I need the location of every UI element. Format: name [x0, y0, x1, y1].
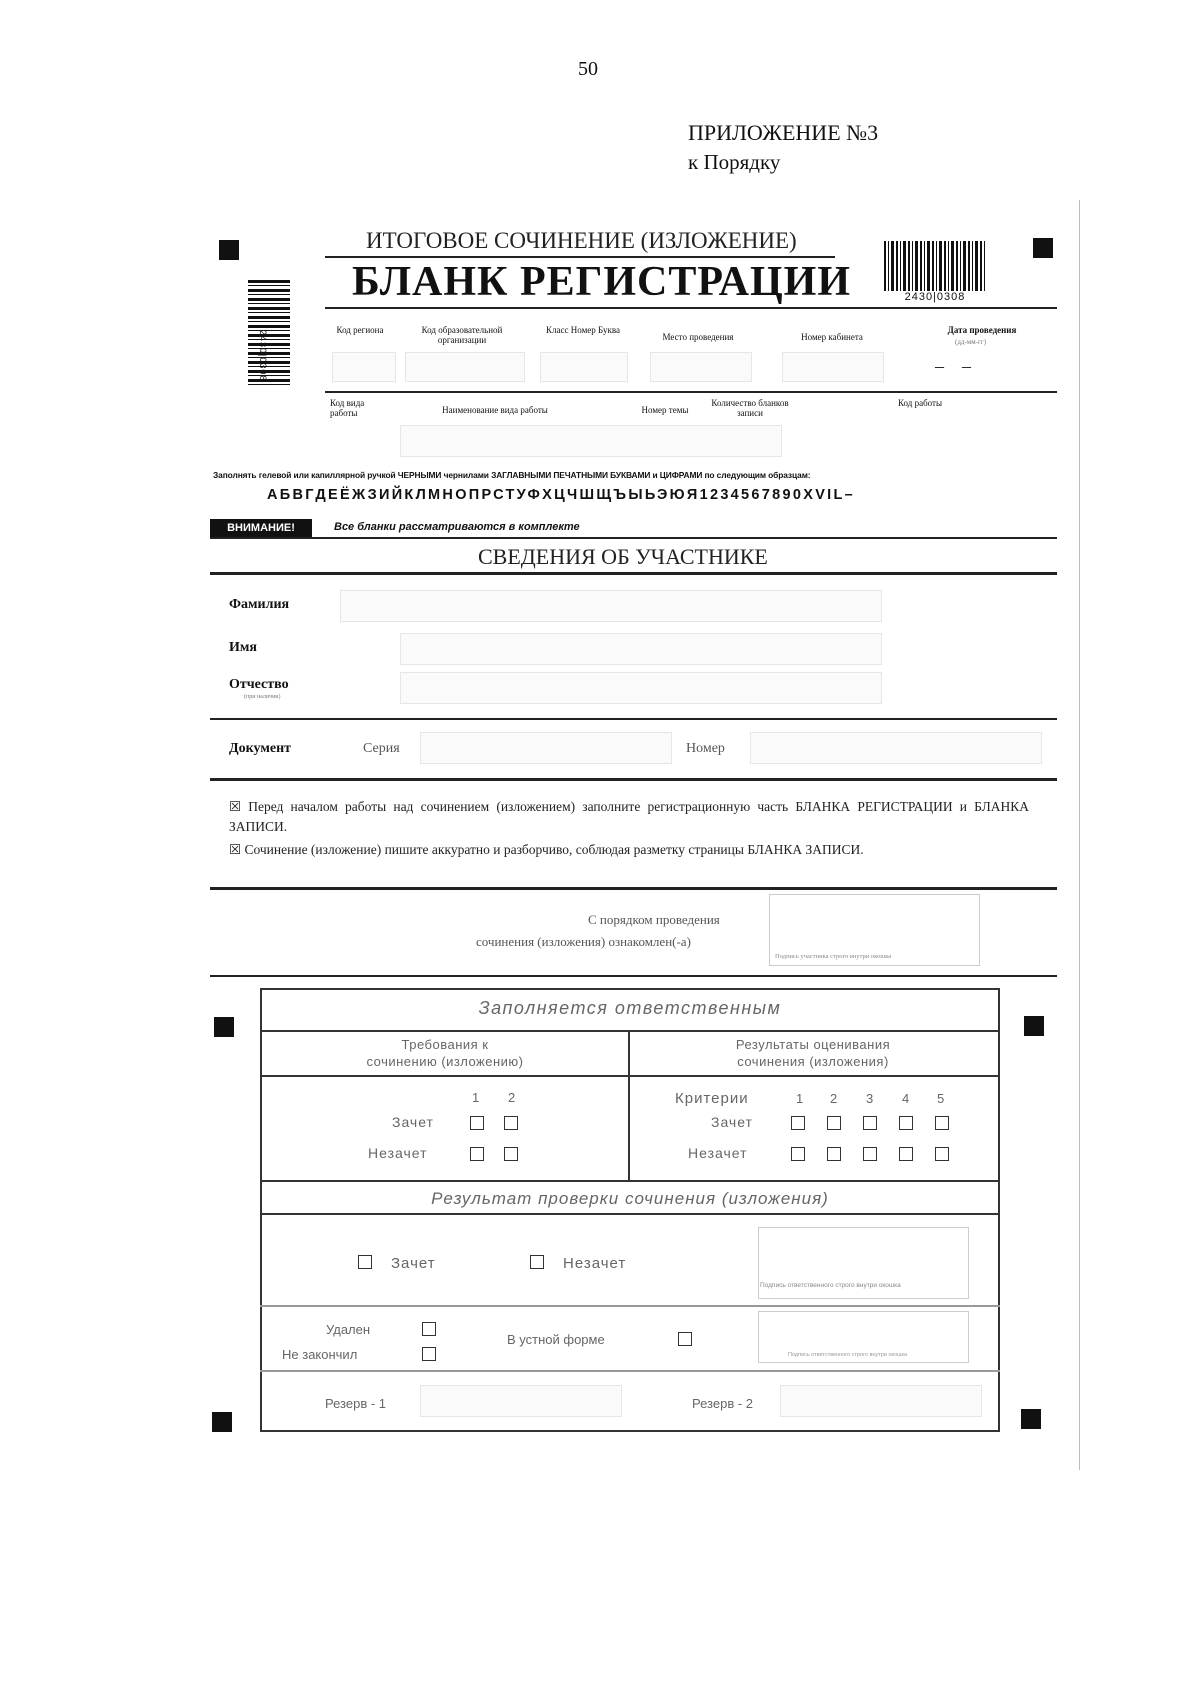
surname-cells[interactable]: [340, 590, 882, 622]
note-1: ☒ Перед началом работы над сочинением (изложением) заполните регистрационную часть БЛАНКА РЕГИСТРАЦИИ и БЛАНКА ЗАПИСИ.: [229, 799, 1029, 834]
page-number: 50: [578, 58, 598, 80]
participant-name-bottom-line: [210, 718, 1057, 720]
top-barcode-number: 2430|0308: [884, 291, 986, 303]
field-work-code: Код работы: [897, 398, 943, 408]
patronymic-hint: (при наличии): [244, 694, 281, 700]
criteria-number-2: 2: [830, 1091, 838, 1106]
criteria-number-4: 4: [902, 1091, 910, 1106]
check-result-title-line: [260, 1213, 1000, 1215]
responsible-title-line: [260, 1030, 1000, 1032]
field-venue: Место проведения: [662, 332, 734, 342]
responsible-title: Заполняется ответственным: [478, 998, 782, 1018]
attention-badge: ВНИМАНИЕ!: [210, 519, 312, 537]
org-code-cells[interactable]: [405, 352, 525, 382]
criteria-fail-label: Незачет: [688, 1145, 748, 1161]
document-bottom-line: [210, 778, 1057, 781]
criterion3-pass-checkbox[interactable]: [863, 1116, 877, 1130]
field-date-hint: (дд-мм-гг): [955, 338, 987, 346]
reserve-2-label: Резерв - 2: [692, 1396, 754, 1411]
fields-row1-bottom-line: [325, 391, 1057, 393]
marks-bottom-line: [260, 1370, 1000, 1372]
requirement-number-1: 1: [472, 1090, 480, 1105]
check-result-bottom-line: [260, 1305, 1000, 1307]
patronymic-label: Отчество: [229, 677, 289, 692]
attention-text: Все бланки рассматриваются в комплекте: [334, 521, 580, 533]
venue-cells[interactable]: [650, 352, 752, 382]
field-sheet-count: Количество бланков записи: [711, 398, 789, 418]
not-finished-label: Не закончил: [282, 1347, 358, 1362]
marker-bottom-right: [1021, 1409, 1041, 1429]
surname-label: Фамилия: [229, 597, 290, 612]
criteria-pass-label: Зачет: [711, 1114, 753, 1130]
appendix-title: ПРИЛОЖЕНИЕ №3: [688, 120, 879, 145]
participant-title-line: [210, 572, 1057, 575]
field-region-code: Код региона: [336, 325, 384, 335]
field-org-code: Код образовательной организации: [421, 325, 503, 345]
field-work-type-name: Наименование вида работы: [442, 405, 548, 415]
date-separators: – –: [935, 356, 971, 376]
notes-bottom-line: [210, 887, 1057, 890]
side-barcode-number: 2430|0308: [258, 330, 268, 382]
name-cells[interactable]: [400, 633, 882, 665]
req2-pass-checkbox[interactable]: [504, 1116, 518, 1130]
criteria-number-5: 5: [937, 1091, 945, 1106]
criteria-number-1: 1: [796, 1091, 804, 1106]
field-work-type-code: Код вида работы: [330, 398, 365, 418]
series-cells[interactable]: [420, 732, 672, 764]
criteria-number-3: 3: [866, 1091, 874, 1106]
result-fail-label: Незачет: [563, 1255, 627, 1272]
marker-bottom-left: [212, 1412, 232, 1432]
oral-form-label: В устной форме: [507, 1332, 605, 1347]
requirements-pass-label: Зачет: [392, 1114, 434, 1130]
sample-characters: АБВГДЕЁЖЗИЙКЛМНОПРСТУФХЦЧШЩЪЫЬЭЮЯ1234567890XVIL–: [267, 487, 856, 503]
work-fields-cells[interactable]: [400, 425, 782, 457]
form-heading: ИТОГОВОЕ СОЧИНЕНИЕ (ИЗЛОЖЕНИЕ): [366, 228, 797, 253]
field-date: Дата проведения: [947, 325, 1017, 335]
patronymic-cells[interactable]: [400, 672, 882, 704]
document-label: Документ: [229, 741, 292, 756]
criterion4-pass-checkbox[interactable]: [899, 1116, 913, 1130]
grid-bottom-line: [260, 1180, 1000, 1182]
requirements-header-1: Требования к: [401, 1037, 489, 1052]
removed-label: Удален: [326, 1322, 371, 1337]
requirements-header-2: сочинению (изложению): [366, 1054, 524, 1069]
fill-instruction: Заполнять гелевой или капиллярной ручкой ЧЕРНЫМИ чернилами ЗАГЛАВНЫМИ ПЕЧАТНЫМИ БУКВАМИ и ЦИФРАМИ по следующим образцам:: [213, 470, 811, 480]
criterion1-fail-checkbox[interactable]: [791, 1147, 805, 1161]
marker-top-right: [1033, 238, 1053, 258]
attention-line: [210, 537, 1057, 539]
marker-top-left: [219, 240, 239, 260]
participant-signature-hint: Подпись участника строго внутри окошка: [775, 953, 892, 960]
room-cells[interactable]: [782, 352, 884, 382]
name-label: Имя: [229, 640, 257, 655]
series-label: Серия: [363, 741, 400, 756]
side-barcode: [248, 280, 290, 388]
req1-pass-checkbox[interactable]: [470, 1116, 484, 1130]
marker-mid-left: [214, 1017, 234, 1037]
form-title: БЛАНК РЕГИСТРАЦИИ: [352, 259, 851, 305]
marker-mid-right: [1024, 1016, 1044, 1036]
note-2: ☒ Сочинение (изложение) пишите аккуратно и разборчиво, соблюдая разметку страницы БЛАНКА ЗАПИСИ.: [229, 842, 864, 857]
criterion4-fail-checkbox[interactable]: [899, 1147, 913, 1161]
criterion2-pass-checkbox[interactable]: [827, 1116, 841, 1130]
responsible-signature-hint: Подпись ответственного строго внутри окошка: [760, 1282, 901, 1289]
reserve-1-cells[interactable]: [420, 1385, 622, 1417]
field-room: Номер кабинета: [801, 332, 863, 342]
participant-section-title: СВЕДЕНИЯ ОБ УЧАСТНИКЕ: [478, 544, 768, 569]
acknowledge-line-1: С порядком проведения: [588, 912, 720, 927]
result-pass-checkbox[interactable]: [358, 1255, 372, 1269]
results-header-2: сочинения (изложения): [737, 1054, 889, 1069]
reserve-2-cells[interactable]: [780, 1385, 982, 1417]
result-fail-checkbox[interactable]: [530, 1255, 544, 1269]
acknowledge-bottom-line: [210, 975, 1057, 977]
region-code-cells[interactable]: [332, 352, 396, 382]
check-result-title: Результат проверки сочинения (изложения): [431, 1189, 829, 1208]
criterion5-pass-checkbox[interactable]: [935, 1116, 949, 1130]
results-header-1: Результаты оценивания: [735, 1037, 891, 1052]
number-cells[interactable]: [750, 732, 1042, 764]
criterion5-fail-checkbox[interactable]: [935, 1147, 949, 1161]
field-topic-number: Номер темы: [641, 405, 689, 415]
criterion1-pass-checkbox[interactable]: [791, 1116, 805, 1130]
top-barcode: [884, 241, 986, 291]
number-label: Номер: [686, 741, 725, 756]
removed-checkbox[interactable]: [422, 1322, 436, 1336]
requirements-fail-label: Незачет: [368, 1145, 428, 1161]
criteria-label: Критерии: [675, 1090, 749, 1107]
oral-form-checkbox[interactable]: [678, 1332, 692, 1346]
header-bottom-line: [260, 1075, 1000, 1077]
requirement-number-2: 2: [508, 1090, 516, 1105]
class-cells[interactable]: [540, 352, 628, 382]
req2-fail-checkbox[interactable]: [504, 1147, 518, 1161]
req1-fail-checkbox[interactable]: [470, 1147, 484, 1161]
title-bottom-line: [325, 307, 1057, 309]
second-signature-hint: Подпись ответственного строго внутри окошка: [788, 1352, 908, 1358]
result-pass-label: Зачет: [391, 1255, 436, 1272]
criterion3-fail-checkbox[interactable]: [863, 1147, 877, 1161]
appendix-subtitle: к Порядку: [688, 150, 781, 174]
reserve-1-label: Резерв - 1: [325, 1396, 387, 1411]
scan-edge-line: [1079, 200, 1080, 1470]
not-finished-checkbox[interactable]: [422, 1347, 436, 1361]
criterion2-fail-checkbox[interactable]: [827, 1147, 841, 1161]
acknowledge-line-2: сочинения (изложения) ознакомлен(-а): [476, 934, 691, 949]
header-divider: [628, 1030, 630, 1180]
field-class: Класс Номер Буква: [546, 325, 620, 335]
